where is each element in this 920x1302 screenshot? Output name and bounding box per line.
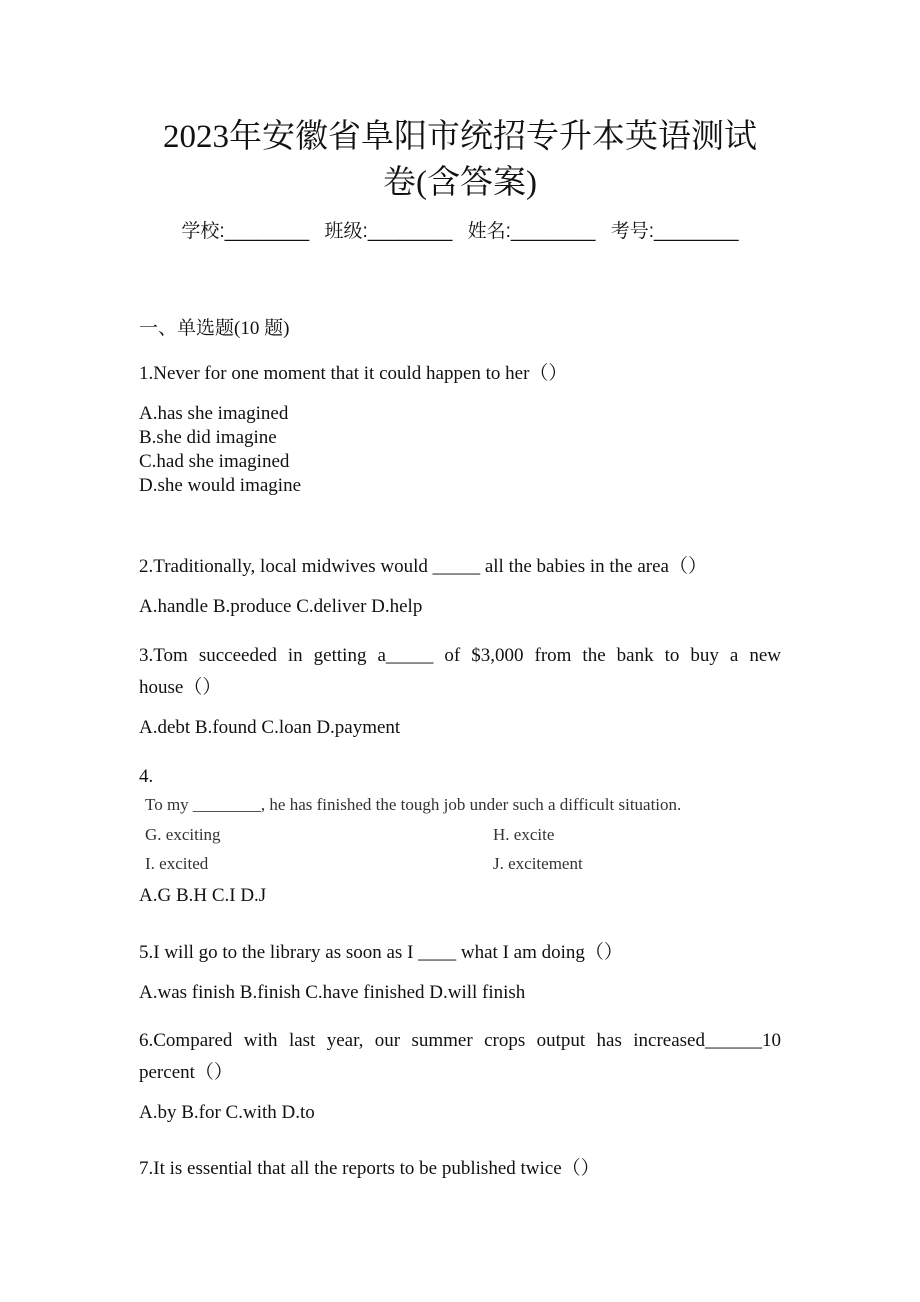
question-1-option-c: C.had she imagined — [139, 451, 290, 472]
question-4-image-option-j: J. excitement — [493, 854, 583, 873]
question-6-options: A.by B.for C.with D.to — [139, 1102, 315, 1123]
question-3-stem-line2: house（） — [139, 677, 222, 698]
question-2-options: A.handle B.produce C.deliver D.help — [139, 596, 423, 617]
student-info-fields — [0, 216, 920, 243]
field-exam-number-label: 考号: — [610, 221, 655, 242]
question-1-option-a: A.has she imagined — [139, 403, 289, 424]
question-1-option-b: B.she did imagine — [139, 427, 277, 448]
field-school-blank[interactable]: ________ — [224, 221, 310, 242]
field-class-blank[interactable]: ________ — [367, 221, 453, 242]
field-name-label: 姓名: — [467, 221, 511, 242]
question-3-stem-line1: 3.Tom succeeded in getting a_____ of $3,000 from the bank to buy a new — [139, 645, 781, 666]
question-4-image-sentence: To my ________, he has finished the tough job under such a difficult situation. — [145, 795, 682, 814]
doc-title-line1: 2023年安徽省阜阳市统招专升本英语测试 — [163, 119, 757, 155]
question-2-stem: 2.Traditionally, local midwives would _____ all the babies in the area（） — [139, 556, 707, 577]
question-6-stem-line2: percent（） — [139, 1062, 233, 1083]
question-3-options: A.debt B.found C.loan D.payment — [139, 717, 401, 738]
question-4-image-option-i: I. excited — [145, 854, 209, 873]
section-heading: 一、单选题(10 题) — [139, 318, 290, 339]
field-name — [468, 221, 596, 242]
question-5-options: A.was finish B.finish C.have finished D.will finish — [139, 982, 526, 1003]
field-school — [181, 221, 309, 242]
question-7-stem: 7.It is essential that all the reports to be published twice（） — [139, 1158, 600, 1179]
field-exam-number-blank[interactable]: ________ — [654, 221, 739, 242]
question-4-image-option-h: H. excite — [493, 825, 555, 844]
question-4-options: A.G B.H C.I D.J — [139, 885, 267, 906]
question-1-stem: 1.Never for one moment that it could happen to her（） — [139, 363, 568, 384]
question-5-stem: 5.I will go to the library as soon as I ____ what I am doing（） — [139, 942, 623, 963]
field-exam-number — [611, 221, 739, 242]
question-4-stem: 4. — [139, 766, 154, 787]
question-1-option-d: D.she would imagine — [139, 475, 302, 496]
field-school-label: 学校: — [181, 221, 225, 242]
question-4-embedded-image — [145, 792, 785, 878]
doc-title-line2: 卷(含答案) — [383, 165, 537, 201]
field-name-blank[interactable]: ________ — [510, 221, 596, 242]
question-6-stem-line1: 6.Compared with last year, our summer crops output has increased______10 — [139, 1030, 781, 1051]
field-class-label: 班级: — [324, 221, 368, 242]
question-4-image-option-g: G. exciting — [145, 825, 221, 844]
field-class — [325, 221, 453, 242]
